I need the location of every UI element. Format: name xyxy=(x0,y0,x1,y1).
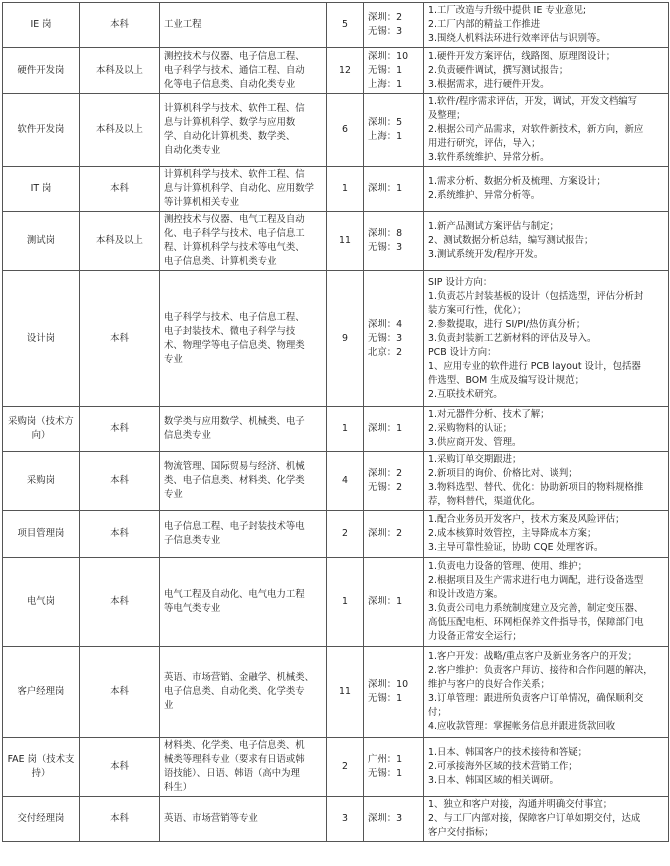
duties-cell-line: 高低压配电柜、环网柜保养文件指导书，保障部门电 xyxy=(428,617,644,628)
duties-cell-line: 1.新产品测试方案评估与制定； xyxy=(428,221,559,232)
duties-cell-line: 2.互联技术研究。 xyxy=(428,388,503,400)
major-cell-line: 程、计算机科学与技术等电气类、 xyxy=(164,242,305,253)
location-cell xyxy=(364,212,424,271)
duties-cell-line: 客户交付指标； xyxy=(428,827,494,838)
duties-cell xyxy=(424,452,669,511)
location-cell-line: 深圳：10 xyxy=(368,50,409,62)
table-row xyxy=(3,797,669,842)
table-row xyxy=(3,407,669,452)
education-cell: 本科 xyxy=(80,167,160,212)
location-cell-line: 深圳：5 xyxy=(368,117,403,128)
duties-cell-line: 3.主导可靠性验证，协助 CQE 处理客诉。 xyxy=(428,542,604,553)
major-cell xyxy=(160,797,327,842)
major-cell-line: 子信息类专业 xyxy=(164,535,221,546)
position-cell: 客户经理岗 xyxy=(3,647,80,738)
location-cell xyxy=(364,647,424,738)
position-cell: 软件开发岗 xyxy=(3,94,80,167)
duties-cell-line: 3.供应商开发、管理。 xyxy=(428,437,522,448)
table-row xyxy=(3,647,669,738)
major-cell-line: 测控技术与仪器、电子信息工程、 xyxy=(164,50,305,62)
location-cell xyxy=(364,797,424,842)
major-cell-line: 等电气类专业 xyxy=(164,603,221,614)
location-cell-line: 深圳：4 xyxy=(368,318,403,330)
duties-cell-line: 付； xyxy=(428,707,447,718)
education-cell: 本科及以上 xyxy=(80,212,160,271)
duties-cell-line: 2.成本核算时效管控，主导降成本方案； xyxy=(428,528,597,539)
education-cell: 本科 xyxy=(80,558,160,647)
position-cell: 测试岗 xyxy=(3,212,80,271)
duties-cell xyxy=(424,94,669,167)
duties-cell-line: 1.软件/程序需求评估，开发，调试，开发文档编写 xyxy=(428,96,637,107)
location-cell xyxy=(364,738,424,797)
duties-cell-line: 3.订单管理：跟进所负责客户订单情况，确保顺利交 xyxy=(428,693,644,704)
education-cell: 本科 xyxy=(80,511,160,558)
duties-cell-line: 3.根据需求，进行硬件开发。 xyxy=(428,78,550,90)
duties-cell-line: 3.负责封装新工艺新材料的评估及导入。 xyxy=(428,332,597,344)
job-table xyxy=(2,2,669,842)
duties-cell-line: 3.围绕人机料法环进行效率评估与识别等。 xyxy=(428,33,606,44)
position-cell: 采购岗（技术方向） xyxy=(3,407,80,452)
count-cell: 6 xyxy=(327,94,364,167)
location-cell-line: 深圳：1 xyxy=(368,423,403,434)
duties-cell-line: 1.客户开发：战略/重点客户及新业务客户的开发； xyxy=(428,651,637,662)
major-cell-line: 专业 xyxy=(164,353,183,365)
count-cell: 2 xyxy=(327,738,364,797)
major-cell-line: 英语、市场营销、金融学、机械类、 xyxy=(164,672,315,683)
major-cell xyxy=(160,738,327,797)
education-cell: 本科 xyxy=(80,3,160,48)
major-cell-line: 测控技术与仪器、电气工程及自动 xyxy=(164,214,305,225)
major-cell-line: 专业 xyxy=(164,489,183,500)
location-cell xyxy=(364,407,424,452)
position-cell: 设计岗 xyxy=(3,271,80,407)
location-cell xyxy=(364,558,424,647)
count-cell: 2 xyxy=(327,511,364,558)
major-cell-line: 物流管理、国际贸易与经济、机械 xyxy=(164,461,305,472)
location-cell-line: 深圳：8 xyxy=(368,228,403,239)
duties-cell xyxy=(424,407,669,452)
major-cell-line: 术、物理学等电子信息类、物理类 xyxy=(164,339,305,351)
major-cell-line: 电子封装技术、微电子科学与技 xyxy=(164,325,296,337)
location-cell-line: 无锡：3 xyxy=(368,242,403,253)
position-cell: 电气岗 xyxy=(3,558,80,647)
duties-cell xyxy=(424,3,669,48)
duties-cell xyxy=(424,271,669,407)
table-row xyxy=(3,271,669,407)
duties-cell-line: 装方案可行性，优化）； xyxy=(428,304,527,316)
location-cell xyxy=(364,452,424,511)
position-cell: 硬件开发岗 xyxy=(3,48,80,94)
duties-cell-line: 1.采购订单交期跟进； xyxy=(428,454,522,465)
education-cell: 本科 xyxy=(80,407,160,452)
duties-cell-line: 2.系统维护、异常分析等。 xyxy=(428,190,541,201)
duties-cell xyxy=(424,738,669,797)
location-cell-line: 上海：1 xyxy=(368,78,403,90)
table-row xyxy=(3,48,669,94)
location-cell-line: 广州：1 xyxy=(368,754,403,765)
table-row xyxy=(3,511,669,558)
duties-cell-line: SIP 设计方向： xyxy=(428,276,493,288)
major-cell xyxy=(160,452,327,511)
duties-cell-line: 荐，物料替代，渠道优化。 xyxy=(428,496,541,507)
major-cell-line: 计算机科学与技术、软件工程、信 xyxy=(164,169,305,180)
duties-cell-line: 1、应用专业的软件进行 PCB layout 设计，包括器 xyxy=(428,360,641,372)
major-cell-line: 类、电子信息类、材料类、化学类 xyxy=(164,475,305,486)
major-cell-line: 计算机科学与技术、软件工程、信 xyxy=(164,103,305,114)
major-cell-line: 等计算机相关专业 xyxy=(164,197,240,208)
duties-cell-line: 2.根据项目及生产需求进行电力调配，进行设备选型 xyxy=(428,575,644,586)
location-cell xyxy=(364,48,424,94)
count-cell: 1 xyxy=(327,167,364,212)
duties-cell-line: 2、测试数据分析总结，编写测试报告； xyxy=(428,235,594,246)
duties-cell xyxy=(424,48,669,94)
count-cell: 11 xyxy=(327,212,364,271)
duties-cell-line: 1.对元器件分析、技术了解； xyxy=(428,409,550,420)
major-cell xyxy=(160,94,327,167)
position-cell: 项目管理岗 xyxy=(3,511,80,558)
position-cell: FAE 岗（技术支持） xyxy=(3,738,80,797)
duties-cell-line: 2.可承接海外区域的技术营销工作； xyxy=(428,761,578,772)
duties-cell-line: 力设备正常安全运行； xyxy=(428,631,522,642)
duties-cell-line: 维护与客户的良好合作关系； xyxy=(428,679,550,690)
position-cell: IT 岗 xyxy=(3,167,80,212)
major-cell-line: 电子信息类、计算机类专业 xyxy=(164,256,277,267)
duties-cell-line: 2.工厂内部的精益工作推进 xyxy=(428,19,541,30)
duties-cell xyxy=(424,167,669,212)
duties-cell-line: 件选型、BOM 生成及编写设计规范； xyxy=(428,374,584,386)
location-cell-line: 深圳：2 xyxy=(368,528,403,539)
major-cell xyxy=(160,212,327,271)
duties-cell-line: 1.需求分析、数据分析及梳理、方案设计； xyxy=(428,176,606,187)
education-cell: 本科及以上 xyxy=(80,48,160,94)
major-cell-line: 械类等理科专业（要求有日语或韩 xyxy=(164,754,305,765)
duties-cell-line: 4.应收款管理：掌握帐务信息并跟进货款回收 xyxy=(428,721,616,732)
major-cell xyxy=(160,647,327,738)
location-cell-line: 深圳：2 xyxy=(368,468,403,479)
table-row xyxy=(3,212,669,271)
education-cell: 本科 xyxy=(80,738,160,797)
duties-cell-line: 及整理； xyxy=(428,110,466,121)
major-cell-line: 化等电子信息类、自动化类专业 xyxy=(164,78,296,90)
duties-cell xyxy=(424,797,669,842)
duties-cell-line: 2.客户维护：负责客户拜访、接待和合作问题的解决， xyxy=(428,665,653,676)
major-cell-line: 息与计算机科学、自动化、应用数学 xyxy=(164,183,315,194)
major-cell-line: 信息类专业 xyxy=(164,430,211,441)
table-row xyxy=(3,452,669,511)
table-row xyxy=(3,94,669,167)
location-cell-line: 无锡：1 xyxy=(368,693,403,704)
location-cell xyxy=(364,271,424,407)
duties-cell-line: 2.参数提取，进行 SI/PI/热仿真分析； xyxy=(428,318,586,330)
count-cell: 4 xyxy=(327,452,364,511)
duties-cell xyxy=(424,212,669,271)
major-cell-line: 电子科学与技术、电子信息工程、 xyxy=(164,311,305,323)
duties-cell-line: 用进行研究，评估，导入； xyxy=(428,138,541,149)
table-row xyxy=(3,738,669,797)
major-cell-line: 电子信息工程、电子封装技术等电 xyxy=(164,521,305,532)
major-cell-line: 英语、市场营销等专业 xyxy=(164,813,258,824)
major-cell-line: 学、自动化计算机类、数学类、 xyxy=(164,131,296,142)
duties-cell-line: 1、独立和客户对接，沟通并明确交付事宜； xyxy=(428,799,613,810)
duties-cell xyxy=(424,511,669,558)
job-table-body xyxy=(3,3,669,842)
location-cell xyxy=(364,3,424,48)
location-cell-line: 无锡：2 xyxy=(368,482,403,493)
table-row xyxy=(3,3,669,48)
major-cell-line: 科生） xyxy=(164,782,193,793)
education-cell: 本科 xyxy=(80,452,160,511)
major-cell xyxy=(160,558,327,647)
major-cell-line: 材料类、化学类、电子信息类、机 xyxy=(164,740,305,751)
major-cell-line: 息与计算机科学、数学与应用数 xyxy=(164,117,296,128)
duties-cell-line: 3.软件系统维护、异常分析。 xyxy=(428,152,550,163)
location-cell-line: 深圳：10 xyxy=(368,679,409,690)
location-cell-line: 上海：1 xyxy=(368,131,403,142)
location-cell xyxy=(364,167,424,212)
count-cell: 1 xyxy=(327,558,364,647)
location-cell-line: 深圳：1 xyxy=(368,183,403,194)
major-cell xyxy=(160,167,327,212)
count-cell: 3 xyxy=(327,797,364,842)
count-cell: 5 xyxy=(327,3,364,48)
location-cell-line: 深圳：2 xyxy=(368,12,403,23)
duties-cell-line: PCB 设计方向： xyxy=(428,346,497,358)
education-cell: 本科 xyxy=(80,797,160,842)
location-cell-line: 无锡：3 xyxy=(368,26,403,37)
major-cell-line: 化、电子科学与技术、电子信息工 xyxy=(164,228,305,239)
major-cell-line: 语技能）、日语、韩语（高中为理 xyxy=(164,768,300,779)
location-cell-line: 无锡：1 xyxy=(368,768,403,779)
major-cell xyxy=(160,511,327,558)
location-cell-line: 深圳：3 xyxy=(368,813,403,824)
duties-cell-line: 2.采购物料的认证； xyxy=(428,423,512,434)
position-cell: 采购岗 xyxy=(3,452,80,511)
location-cell-line: 深圳：1 xyxy=(368,596,403,607)
table-row xyxy=(3,167,669,212)
major-cell xyxy=(160,48,327,94)
duties-cell-line: 3.物料选型、替代、优化：协助新项目的物料规格推 xyxy=(428,482,644,493)
location-cell-line: 北京：2 xyxy=(368,346,403,358)
count-cell: 9 xyxy=(327,271,364,407)
education-cell: 本科 xyxy=(80,271,160,407)
duties-cell-line: 2、与工厂内部对接，保障客户订单如期交付，达成 xyxy=(428,813,641,824)
duties-cell xyxy=(424,558,669,647)
major-cell-line: 数学类与应用数学、机械类、电子 xyxy=(164,416,305,427)
education-cell: 本科 xyxy=(80,647,160,738)
duties-cell-line: 2.新项目的询价、价格比对、谈判； xyxy=(428,468,578,479)
location-cell xyxy=(364,511,424,558)
table-row xyxy=(3,558,669,647)
duties-cell-line: 3.测试系统开发/程序开发。 xyxy=(428,249,544,260)
count-cell: 12 xyxy=(327,48,364,94)
major-cell-line: 工业工程 xyxy=(164,19,202,30)
duties-cell-line: 1.工厂改造与升级中提供 IE 专业意见; xyxy=(428,5,587,16)
count-cell: 11 xyxy=(327,647,364,738)
location-cell-line: 无锡：3 xyxy=(368,332,403,344)
major-cell-line: 电气工程及自动化、电气电力工程 xyxy=(164,589,305,600)
duties-cell xyxy=(424,647,669,738)
major-cell-line: 自动化类专业 xyxy=(164,145,221,156)
location-cell xyxy=(364,94,424,167)
position-cell: 交付经理岗 xyxy=(3,797,80,842)
count-cell: 1 xyxy=(327,407,364,452)
duties-cell-line: 1.负责电力设备的管理、使用、维护； xyxy=(428,561,587,572)
major-cell-line: 电子科学与技术、通信工程、自动 xyxy=(164,64,305,76)
duties-cell-line: 1.日本、韩国客户的技术接待和答疑； xyxy=(428,747,587,758)
education-cell: 本科及以上 xyxy=(80,94,160,167)
major-cell xyxy=(160,271,327,407)
duties-cell-line: 1.配合业务员开发客户，技术方案及风险评估； xyxy=(428,514,625,525)
duties-cell-line: 2.根据公司产品需求，对软件新技术，新方向，新应 xyxy=(428,124,644,135)
duties-cell-line: 1.硬件开发方案评估，线路图、原理图设计； xyxy=(428,50,616,62)
duties-cell-line: 3.负责公司电力系统制度建立及完善，制定变压器、 xyxy=(428,603,644,614)
major-cell-line: 业 xyxy=(164,700,174,711)
duties-cell-line: 2.负责硬件调试，撰写测试报告； xyxy=(428,64,569,76)
location-cell-line: 无锡：1 xyxy=(368,64,403,76)
major-cell xyxy=(160,3,327,48)
duties-cell-line: 和设计改造方案。 xyxy=(428,589,504,600)
major-cell xyxy=(160,407,327,452)
position-cell: IE 岗 xyxy=(3,3,80,48)
major-cell-line: 电子信息类、自动化类、化学类专 xyxy=(164,686,305,697)
duties-cell-line: 1.负责芯片封装基板的设计（包括选型，评估分析封 xyxy=(428,290,644,302)
duties-cell-line: 3.日本、韩国区域的相关调研。 xyxy=(428,775,559,786)
